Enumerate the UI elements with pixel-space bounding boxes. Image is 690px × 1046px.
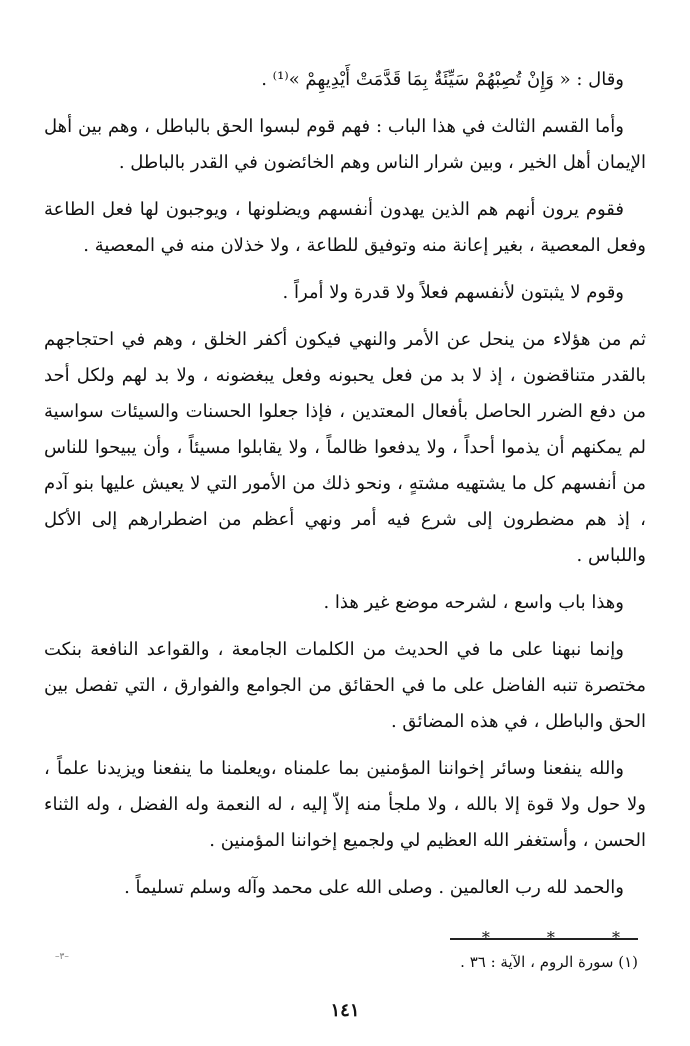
paragraph-comprehensive-words: وإنما نبهنا على ما في الحديث من الكلمات الجامعة ، والقواعد النافعة بنكت مختصرة تنبه الفاضل على ما في الحقائق من الجوامع والفوارق ، التي تفصل بين الحق والباطل ، في هذه المضائق .: [44, 639, 646, 732]
footnote-rule: [450, 938, 638, 940]
page-number: ١٤١: [330, 1000, 360, 1021]
paragraph-quote: وقال : « وَإِنْ تُصِبْهُمْ سَيِّئَةٌ بِمَا قَدَّمَتْ أَيْدِيهِمْ »⁽¹⁾ .: [261, 69, 624, 90]
paragraph-no-agency: وقوم لا يثبتون لأنفسهم فعلاً ولا قدرة ولا أمراً .: [282, 282, 624, 303]
corner-mark: –٣–: [55, 952, 69, 962]
footnote: (١) سورة الروم ، الآية : ٣٦ .: [460, 953, 638, 971]
paragraph-third-section: وأما القسم الثالث في هذا الباب : فهم قوم لبسوا الحق بالباطل ، وهم بين أهل الإيمان أهل الخير ، وبين شرار الناس وهم الخائضون في القدر بالباطل .: [44, 116, 646, 173]
paragraph-wide-chapter: وهذا باب واسع ، لشرحه موضع غير هذا .: [323, 592, 624, 613]
section-separator: * * *: [481, 928, 646, 947]
main-text: [44, 62, 646, 956]
paragraph-closing-praise: والحمد لله رب العالمين . وصلى الله على محمد وآله وسلم تسليماً .: [124, 877, 624, 898]
paragraph-self-guidance: فقوم يرون أنهم هم الذين يهدون أنفسهم ويضلونها ، ويوجبون لها فعل الطاعة وفعل المعصية ، بغير إعانة منه وتوفيق للطاعة ، ولا خذلان منه في المعصية .: [44, 199, 646, 256]
paragraph-contradiction: ثم من هؤلاء من ينحل عن الأمر والنهي فيكون أكفر الخلق ، وهم في احتجاجهم بالقدر متناقضون ، إذ لا بد من فعل يحبونه وفعل يبغضونه ، ولا بد لهم ولكل أحد من دفع الضرر الحاصل بأفعال المعتدين ، فإذا جعلوا الحسنات والسيئات سواسية لم يمكنهم أن يذموا أحداً ، ولا يدفعوا ظالماً ، ولا يقابلوا مسيئاً ، وأن يبيحوا للناس من أنفسهم كل ما يشتهيه مشتهٍ ، ونحو ذلك من الأمور التي لا يعيش عليها بنو آدم ، إذ هم مضطرون إلى شرع فيه أمر ونهي أعظم من اضطرارهم إلى الأكل واللباس .: [44, 329, 646, 566]
paragraph-supplication: والله ينفعنا وسائر إخواننا المؤمنين بما علمناه ،ويعلمنا ما ينفعنا ويزيدنا علماً ، ولا حول ولا قوة إلا بالله ، ولا ملجأ منه إلاّ إليه ، له النعمة وله الفضل ، وله الثناء الحسن ، وأستغفر الله العظيم لي ولجميع إخواننا المؤمنين .: [44, 758, 646, 851]
